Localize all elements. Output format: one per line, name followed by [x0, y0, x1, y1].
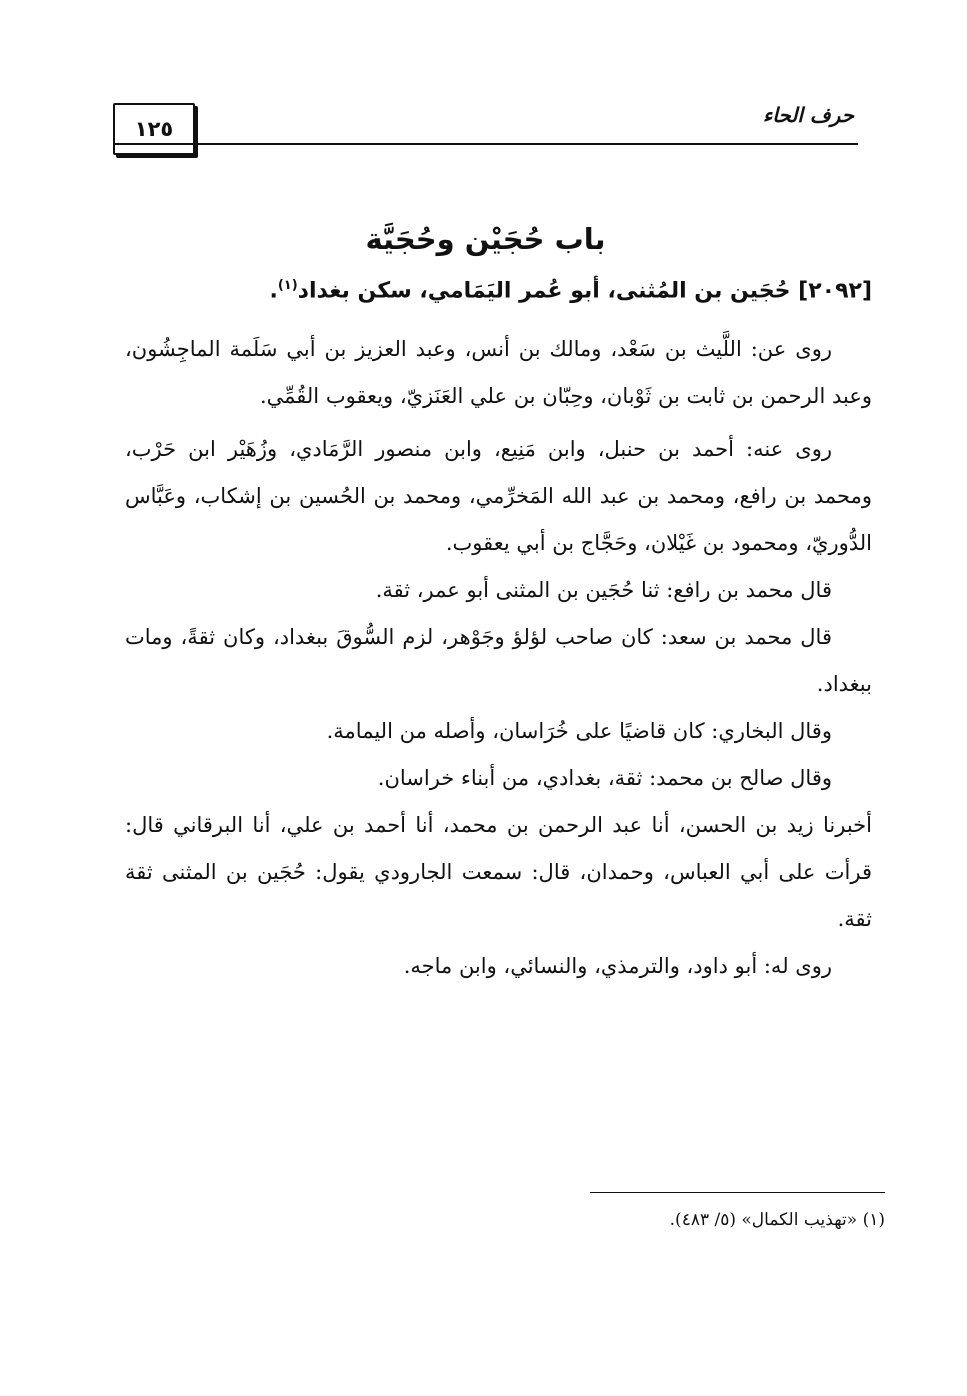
- paragraph-narrated-by-authors: روى له: أبو داود، والترمذي، والنسائي، وابن ماجه.: [403, 954, 832, 978]
- entry-body: [125, 326, 872, 990]
- footnote-divider: [590, 1192, 885, 1193]
- header-divider: [113, 143, 858, 145]
- page-number-box: [113, 103, 195, 155]
- paragraph-ibn-sad: قال محمد بن سعد: كان صاحب لؤلؤ وجَوْهر، لزم السُّوقَ ببغداد، وكان ثقةً، ومات ببغداد.: [125, 625, 872, 696]
- paragraph-narrated-from: روى عن: اللَّيث بن سَعْد، ومالك بن أنس، وعبد العزيز بن أبي سَلَمة الماجِشُون، وعبد الرحمن بن ثابت بن ثَوْبان، وحِبّان بن علي العَنَزيّ، ويعقوب القُمِّي.: [125, 337, 872, 408]
- paragraph-chain: أخبرنا زيد بن الحسن، أنا عبد الرحمن بن محمد، أنا أحمد بن علي، أنا البرقاني قال: قرأت على أبي العباس، وحمدان، قال: سمعت الجارودي يقول: حُجَين بن المثنى ثقة ثقة.: [125, 813, 872, 931]
- chapter-title: باب حُجَيْن وحُجَيَّة: [365, 222, 606, 256]
- entry-heading-text: [٢٠٩٢] حُجَين بن المُثنى، أبو عُمر اليَمَامي، سكن بغداد: [297, 278, 872, 304]
- footnote-reference: (١): [277, 278, 298, 293]
- paragraph-ibn-rafi: قال محمد بن رافع: ثنا حُجَين بن المثنى أبو عمر، ثقة.: [375, 578, 832, 602]
- entry-heading-end: .: [269, 278, 278, 304]
- footnote: (١) «تهذيب الكمال» (٥/ ٤٨٣).: [669, 1210, 885, 1230]
- entry-heading: [200, 278, 872, 303]
- paragraph-salih: وقال صالح بن محمد: ثقة، بغدادي، من أبناء خراسان.: [377, 766, 832, 790]
- paragraph-narrated-by: روى عنه: أحمد بن حنبل، وابن مَنِيع، وابن منصور الرَّمَادي، وزُهَيْر ابن حَرْب، ومحمد بن رافع، ومحمد بن عبد الله المَخرِّمي، ومحمد بن الحُسين بن إشكاب، وعَبَّاس الدُّوريّ، ومحمود بن غَيْلان، وحَجَّاج بن أبي يعقوب.: [125, 437, 872, 555]
- running-header-title: حرف الحاء: [762, 103, 854, 127]
- page-number: ١٢٥: [134, 117, 174, 141]
- paragraph-bukhari: وقال البخاري: كان قاضيًا على خُرَاسان، وأصله من اليمامة.: [326, 719, 832, 743]
